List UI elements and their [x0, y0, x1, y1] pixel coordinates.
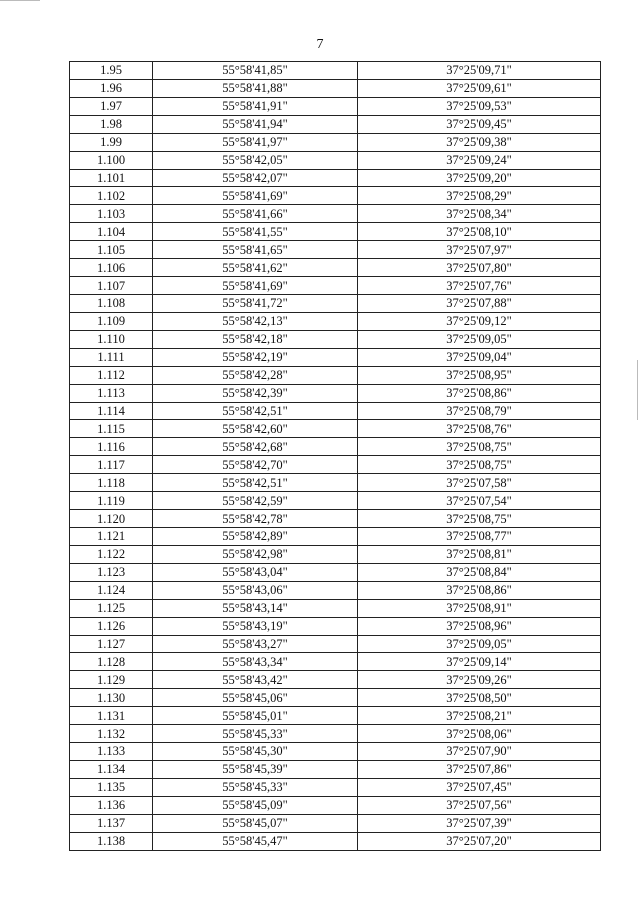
latitude-cell: 55°58'45,47" [153, 832, 358, 850]
longitude-cell: 37°25'07,54" [358, 492, 601, 510]
latitude-cell: 55°58'45,01" [153, 707, 358, 725]
table-row [70, 617, 601, 635]
table-row [70, 259, 601, 277]
longitude-cell: 37°25'08,10" [358, 223, 601, 241]
point-number-cell: 1.136 [70, 796, 153, 814]
longitude-cell: 37°25'09,05" [358, 330, 601, 348]
latitude-cell: 55°58'42,70" [153, 456, 358, 474]
longitude-cell: 37°25'08,21" [358, 707, 601, 725]
table-row [70, 402, 601, 420]
latitude-cell: 55°58'45,33" [153, 778, 358, 796]
longitude-cell: 37°25'08,50" [358, 689, 601, 707]
table-row [70, 832, 601, 850]
longitude-cell: 37°25'09,20" [358, 169, 601, 187]
longitude-cell: 37°25'08,75" [358, 438, 601, 456]
point-number-cell: 1.116 [70, 438, 153, 456]
table-row [70, 510, 601, 528]
longitude-cell: 37°25'07,90" [358, 743, 601, 761]
table-row [70, 456, 601, 474]
point-number-cell: 1.119 [70, 492, 153, 510]
longitude-cell: 37°25'07,58" [358, 474, 601, 492]
longitude-cell: 37°25'08,75" [358, 456, 601, 474]
table-row [70, 62, 601, 80]
longitude-cell: 37°25'08,81" [358, 545, 601, 563]
latitude-cell: 55°58'42,98" [153, 545, 358, 563]
latitude-cell: 55°58'42,28" [153, 366, 358, 384]
point-number-cell: 1.114 [70, 402, 153, 420]
latitude-cell: 55°58'43,42" [153, 671, 358, 689]
longitude-cell: 37°25'09,14" [358, 653, 601, 671]
point-number-cell: 1.115 [70, 420, 153, 438]
latitude-cell: 55°58'41,85" [153, 62, 358, 80]
table-row [70, 796, 601, 814]
latitude-cell: 55°58'43,19" [153, 617, 358, 635]
point-number-cell: 1.122 [70, 545, 153, 563]
point-number-cell: 1.137 [70, 814, 153, 832]
longitude-cell: 37°25'08,84" [358, 563, 601, 581]
point-number-cell: 1.95 [70, 62, 153, 80]
point-number-cell: 1.121 [70, 527, 153, 545]
longitude-cell: 37°25'08,96" [358, 617, 601, 635]
table-row [70, 545, 601, 563]
point-number-cell: 1.117 [70, 456, 153, 474]
latitude-cell: 55°58'42,60" [153, 420, 358, 438]
point-number-cell: 1.135 [70, 778, 153, 796]
point-number-cell: 1.126 [70, 617, 153, 635]
table-row [70, 760, 601, 778]
point-number-cell: 1.132 [70, 725, 153, 743]
latitude-cell: 55°58'45,07" [153, 814, 358, 832]
table-row [70, 725, 601, 743]
latitude-cell: 55°58'42,18" [153, 330, 358, 348]
latitude-cell: 55°58'41,88" [153, 79, 358, 97]
point-number-cell: 1.100 [70, 151, 153, 169]
latitude-cell: 55°58'42,07" [153, 169, 358, 187]
table-row [70, 581, 601, 599]
longitude-cell: 37°25'09,53" [358, 97, 601, 115]
point-number-cell: 1.123 [70, 563, 153, 581]
point-number-cell: 1.111 [70, 348, 153, 366]
point-number-cell: 1.97 [70, 97, 153, 115]
coordinates-table [69, 61, 601, 851]
point-number-cell: 1.127 [70, 635, 153, 653]
coordinates-table-body [70, 62, 601, 851]
longitude-cell: 37°25'08,91" [358, 599, 601, 617]
latitude-cell: 55°58'42,05" [153, 151, 358, 169]
point-number-cell: 1.120 [70, 510, 153, 528]
longitude-cell: 37°25'09,12" [358, 312, 601, 330]
point-number-cell: 1.138 [70, 832, 153, 850]
table-row [70, 492, 601, 510]
latitude-cell: 55°58'41,55" [153, 223, 358, 241]
point-number-cell: 1.128 [70, 653, 153, 671]
point-number-cell: 1.113 [70, 384, 153, 402]
table-row [70, 689, 601, 707]
point-number-cell: 1.107 [70, 277, 153, 295]
longitude-cell: 37°25'07,45" [358, 778, 601, 796]
table-row [70, 366, 601, 384]
table-row [70, 277, 601, 295]
longitude-cell: 37°25'07,86" [358, 760, 601, 778]
latitude-cell: 55°58'41,69" [153, 277, 358, 295]
longitude-cell: 37°25'08,34" [358, 205, 601, 223]
table-row [70, 79, 601, 97]
latitude-cell: 55°58'43,04" [153, 563, 358, 581]
longitude-cell: 37°25'07,39" [358, 814, 601, 832]
longitude-cell: 37°25'08,79" [358, 402, 601, 420]
latitude-cell: 55°58'41,65" [153, 241, 358, 259]
point-number-cell: 1.106 [70, 259, 153, 277]
point-number-cell: 1.130 [70, 689, 153, 707]
table-row [70, 635, 601, 653]
latitude-cell: 55°58'43,34" [153, 653, 358, 671]
latitude-cell: 55°58'41,91" [153, 97, 358, 115]
latitude-cell: 55°58'43,06" [153, 581, 358, 599]
latitude-cell: 55°58'45,30" [153, 743, 358, 761]
point-number-cell: 1.118 [70, 474, 153, 492]
latitude-cell: 55°58'41,69" [153, 187, 358, 205]
longitude-cell: 37°25'07,56" [358, 796, 601, 814]
latitude-cell: 55°58'42,51" [153, 402, 358, 420]
table-row [70, 205, 601, 223]
table-row [70, 438, 601, 456]
latitude-cell: 55°58'42,13" [153, 312, 358, 330]
longitude-cell: 37°25'09,45" [358, 115, 601, 133]
latitude-cell: 55°58'42,68" [153, 438, 358, 456]
point-number-cell: 1.101 [70, 169, 153, 187]
page-number: 7 [316, 37, 324, 52]
longitude-cell: 37°25'08,95" [358, 366, 601, 384]
table-row [70, 348, 601, 366]
latitude-cell: 55°58'42,19" [153, 348, 358, 366]
longitude-cell: 37°25'09,05" [358, 635, 601, 653]
latitude-cell: 55°58'45,06" [153, 689, 358, 707]
latitude-cell: 55°58'41,94" [153, 115, 358, 133]
latitude-cell: 55°58'41,66" [153, 205, 358, 223]
latitude-cell: 55°58'45,09" [153, 796, 358, 814]
table-row [70, 653, 601, 671]
longitude-cell: 37°25'08,86" [358, 581, 601, 599]
longitude-cell: 37°25'09,04" [358, 348, 601, 366]
longitude-cell: 37°25'07,97" [358, 241, 601, 259]
table-row [70, 707, 601, 725]
point-number-cell: 1.104 [70, 223, 153, 241]
longitude-cell: 37°25'08,06" [358, 725, 601, 743]
table-row [70, 814, 601, 832]
longitude-cell: 37°25'08,29" [358, 187, 601, 205]
table-row [70, 115, 601, 133]
longitude-cell: 37°25'07,20" [358, 832, 601, 850]
point-number-cell: 1.125 [70, 599, 153, 617]
latitude-cell: 55°58'41,72" [153, 294, 358, 312]
point-number-cell: 1.133 [70, 743, 153, 761]
longitude-cell: 37°25'09,38" [358, 133, 601, 151]
longitude-cell: 37°25'09,24" [358, 151, 601, 169]
point-number-cell: 1.129 [70, 671, 153, 689]
table-row [70, 241, 601, 259]
point-number-cell: 1.112 [70, 366, 153, 384]
point-number-cell: 1.131 [70, 707, 153, 725]
table-row [70, 223, 601, 241]
latitude-cell: 55°58'41,62" [153, 259, 358, 277]
point-number-cell: 1.108 [70, 294, 153, 312]
latitude-cell: 55°58'45,39" [153, 760, 358, 778]
longitude-cell: 37°25'07,76" [358, 277, 601, 295]
table-row [70, 187, 601, 205]
table-row [70, 599, 601, 617]
point-number-cell: 1.102 [70, 187, 153, 205]
longitude-cell: 37°25'09,26" [358, 671, 601, 689]
point-number-cell: 1.105 [70, 241, 153, 259]
longitude-cell: 37°25'08,75" [358, 510, 601, 528]
latitude-cell: 55°58'42,39" [153, 384, 358, 402]
latitude-cell: 55°58'43,27" [153, 635, 358, 653]
point-number-cell: 1.134 [70, 760, 153, 778]
table-row [70, 743, 601, 761]
table-row [70, 169, 601, 187]
longitude-cell: 37°25'09,61" [358, 79, 601, 97]
point-number-cell: 1.96 [70, 79, 153, 97]
scan-edge-mark [0, 0, 40, 1]
table-row [70, 330, 601, 348]
latitude-cell: 55°58'42,59" [153, 492, 358, 510]
latitude-cell: 55°58'43,14" [153, 599, 358, 617]
table-row [70, 312, 601, 330]
latitude-cell: 55°58'41,97" [153, 133, 358, 151]
latitude-cell: 55°58'42,51" [153, 474, 358, 492]
point-number-cell: 1.98 [70, 115, 153, 133]
table-row [70, 294, 601, 312]
point-number-cell: 1.103 [70, 205, 153, 223]
point-number-cell: 1.110 [70, 330, 153, 348]
latitude-cell: 55°58'42,78" [153, 510, 358, 528]
table-row [70, 384, 601, 402]
point-number-cell: 1.124 [70, 581, 153, 599]
table-row [70, 474, 601, 492]
point-number-cell: 1.99 [70, 133, 153, 151]
latitude-cell: 55°58'45,33" [153, 725, 358, 743]
table-row [70, 671, 601, 689]
longitude-cell: 37°25'08,76" [358, 420, 601, 438]
table-row [70, 420, 601, 438]
longitude-cell: 37°25'07,80" [358, 259, 601, 277]
longitude-cell: 37°25'08,77" [358, 527, 601, 545]
table-row [70, 778, 601, 796]
table-row [70, 97, 601, 115]
longitude-cell: 37°25'08,86" [358, 384, 601, 402]
scan-edge-mark [637, 360, 638, 420]
table-row [70, 133, 601, 151]
table-row [70, 563, 601, 581]
table-row [70, 527, 601, 545]
table-row [70, 151, 601, 169]
longitude-cell: 37°25'07,88" [358, 294, 601, 312]
latitude-cell: 55°58'42,89" [153, 527, 358, 545]
point-number-cell: 1.109 [70, 312, 153, 330]
longitude-cell: 37°25'09,71" [358, 62, 601, 80]
